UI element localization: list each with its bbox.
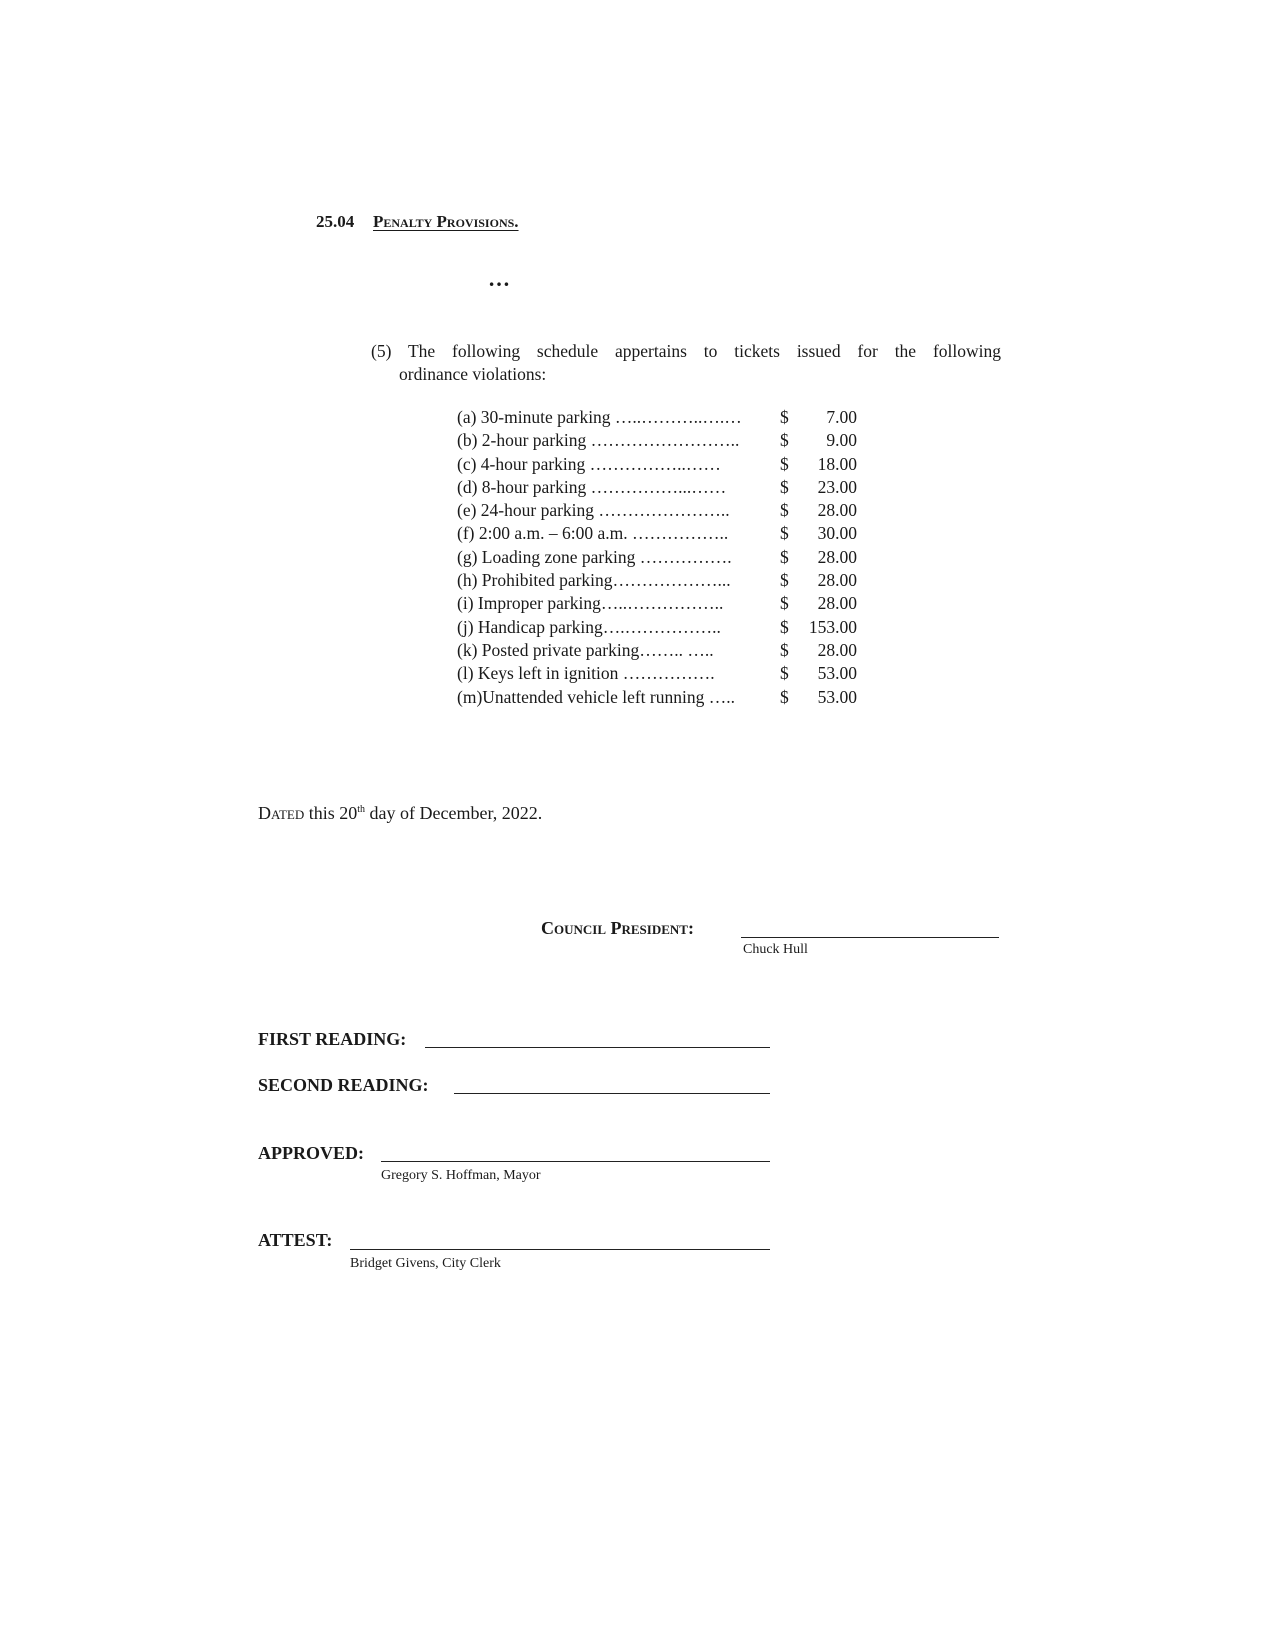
schedule-row xyxy=(457,639,857,662)
schedule-amount: 28.00 xyxy=(817,500,857,521)
dated-text-before: this 20 xyxy=(304,803,358,823)
schedule-item: (m)Unattended vehicle left running ….. xyxy=(457,686,735,707)
schedule-item: (a) 30-minute parking …..………..….… xyxy=(457,407,742,427)
approved-label: APPROVED: xyxy=(258,1143,364,1163)
schedule-amount: 28.00 xyxy=(817,593,857,614)
schedule-amount: 28.00 xyxy=(817,639,857,660)
second-reading-label: SECOND READING: xyxy=(258,1075,429,1095)
schedule-row xyxy=(457,453,857,476)
schedule-amount: 23.00 xyxy=(817,476,857,497)
schedule-dollar-sign: $ xyxy=(780,546,789,567)
schedule-item: (d) 8-hour parking ……………...…… xyxy=(457,476,727,497)
schedule-row xyxy=(457,499,857,522)
schedule-row xyxy=(457,592,857,615)
schedule-dollar-sign: $ xyxy=(780,476,789,497)
schedule-dollar-sign: $ xyxy=(780,593,789,614)
council-president-name: Chuck Hull xyxy=(743,942,808,957)
schedule-row xyxy=(457,476,857,499)
schedule-row xyxy=(457,569,857,592)
schedule-amount: 153.00 xyxy=(808,616,857,637)
schedule-item: (g) Loading zone parking ……………. xyxy=(457,546,732,567)
schedule-item: (k) Posted private parking…….. ….. xyxy=(457,639,714,660)
schedule-dollar-sign: $ xyxy=(780,500,789,521)
schedule-row xyxy=(457,522,857,545)
schedule-row xyxy=(457,686,857,709)
dated-prefix: Dated xyxy=(258,803,305,823)
schedule-item: (b) 2-hour parking …………………….. xyxy=(457,430,740,451)
approved-signature-line xyxy=(381,1161,770,1162)
second-reading-line xyxy=(454,1093,770,1094)
paragraph-line-1: (5) The following schedule appertains to tickets issued for the following xyxy=(371,341,1001,361)
fee-schedule xyxy=(457,406,857,709)
dated-line xyxy=(258,803,542,824)
schedule-dollar-sign: $ xyxy=(780,523,789,544)
schedule-amount: 7.00 xyxy=(826,407,857,427)
schedule-amount: 28.00 xyxy=(817,546,857,567)
schedule-item: (f) 2:00 a.m. – 6:00 a.m. …………….. xyxy=(457,523,729,544)
paragraph-line-2: ordinance violations: xyxy=(399,364,547,384)
schedule-dollar-sign: $ xyxy=(780,663,789,684)
section-number: 25.04 xyxy=(316,212,355,231)
schedule-dollar-sign: $ xyxy=(780,430,789,451)
schedule-dollar-sign: $ xyxy=(780,616,789,637)
schedule-amount: 30.00 xyxy=(817,523,857,544)
schedule-amount: 53.00 xyxy=(817,686,857,707)
schedule-item: (j) Handicap parking….…………….. xyxy=(457,616,721,637)
dated-ordinal: th xyxy=(357,804,366,815)
section-title: Penalty Provisions. xyxy=(373,212,519,231)
schedule-dollar-sign: $ xyxy=(780,407,789,427)
dated-text-after: day of December, 2022. xyxy=(365,803,543,823)
schedule-row xyxy=(457,546,857,569)
first-reading-line xyxy=(425,1047,770,1048)
schedule-item: (l) Keys left in ignition ……………. xyxy=(457,663,715,684)
attest-name: Bridget Givens, City Clerk xyxy=(350,1256,501,1271)
schedule-item: (h) Prohibited parking………………... xyxy=(457,570,731,591)
first-reading-label: FIRST READING: xyxy=(258,1029,407,1049)
schedule-row xyxy=(457,406,857,429)
schedule-amount: 18.00 xyxy=(817,453,857,474)
schedule-dollar-sign: $ xyxy=(780,686,789,707)
schedule-dollar-sign: $ xyxy=(780,453,789,474)
approved-name: Gregory S. Hoffman, Mayor xyxy=(381,1168,541,1183)
schedule-row xyxy=(457,662,857,685)
attest-signature-line xyxy=(350,1249,770,1250)
ellipsis: … xyxy=(488,266,511,291)
schedule-amount: 28.00 xyxy=(817,570,857,591)
council-president-signature-line xyxy=(741,937,999,938)
schedule-amount: 9.00 xyxy=(826,430,857,451)
schedule-row xyxy=(457,616,857,639)
schedule-item: (c) 4-hour parking ……………..…… xyxy=(457,453,721,474)
schedule-row xyxy=(457,429,857,452)
schedule-item: (i) Improper parking…..…………….. xyxy=(457,593,724,614)
schedule-dollar-sign: $ xyxy=(780,570,789,591)
paragraph-5 xyxy=(371,340,1001,386)
council-president-label: Council President: xyxy=(541,918,694,938)
attest-label: ATTEST: xyxy=(258,1230,333,1250)
schedule-amount: 53.00 xyxy=(817,663,857,684)
schedule-item: (e) 24-hour parking ………………….. xyxy=(457,500,730,521)
schedule-dollar-sign: $ xyxy=(780,639,789,660)
